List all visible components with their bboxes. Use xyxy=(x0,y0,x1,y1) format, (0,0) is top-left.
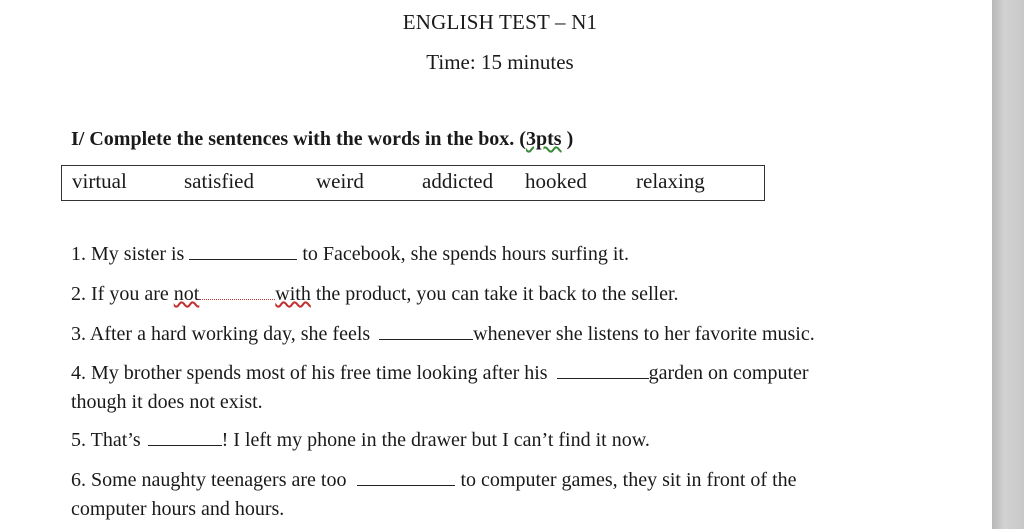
question-text: to Facebook, she spends hours surfing it. xyxy=(297,243,629,265)
question-text: the product, you can take it back to the seller. xyxy=(310,283,679,305)
section-points: 3pts xyxy=(525,128,562,150)
word-box-item: virtual xyxy=(72,169,127,193)
word-box-item: addicted xyxy=(422,169,494,193)
word-box-item: weird xyxy=(316,169,364,193)
section-heading xyxy=(71,128,573,151)
time-limit: Time: 15 minutes xyxy=(426,50,574,74)
question-text: 4. My brother spends most of his free time looking after his xyxy=(71,362,553,384)
question-5 xyxy=(71,426,650,455)
answer-blank[interactable] xyxy=(357,467,455,486)
question-text: 5. That’s xyxy=(71,429,146,451)
question-text: ! I left my phone in the drawer but I can’t find it now. xyxy=(221,429,650,451)
word-box xyxy=(61,165,765,201)
question-text: with xyxy=(275,283,311,305)
question-text: 2. If you are xyxy=(71,283,174,305)
question-text: whenever she listens to her favorite music. xyxy=(473,323,815,345)
word-box-item: satisfied xyxy=(184,169,254,193)
word-box-item: relaxing xyxy=(636,169,705,193)
question-text: to computer games, they sit in front of the xyxy=(455,469,797,491)
section-heading-text: I/ Complete the sentences with the words in the box. ( xyxy=(71,128,526,150)
question-text: garden on computer xyxy=(648,362,809,384)
question-6-line-2: computer hours and hours. xyxy=(71,498,285,520)
test-title: ENGLISH TEST – N1 xyxy=(402,10,598,34)
question-text: 3. After a hard working day, she feels xyxy=(71,323,376,345)
question-text: not xyxy=(173,283,200,305)
question-6 xyxy=(71,466,797,495)
window-gutter xyxy=(992,0,1024,529)
question-text: 1. My sister is xyxy=(71,243,190,265)
answer-blank[interactable] xyxy=(199,281,275,300)
answer-blank[interactable] xyxy=(148,427,222,446)
question-3 xyxy=(71,320,815,349)
question-2 xyxy=(71,280,679,309)
question-4 xyxy=(71,359,809,388)
section-heading-close: ) xyxy=(561,128,574,150)
answer-blank[interactable] xyxy=(379,321,473,340)
question-4-line-2: though it does not exist. xyxy=(71,391,263,413)
answer-blank[interactable] xyxy=(557,360,649,379)
word-box-item: hooked xyxy=(525,169,587,193)
answer-blank[interactable] xyxy=(189,241,297,260)
question-text: 6. Some naughty teenagers are too xyxy=(71,469,352,491)
question-1 xyxy=(71,240,629,269)
